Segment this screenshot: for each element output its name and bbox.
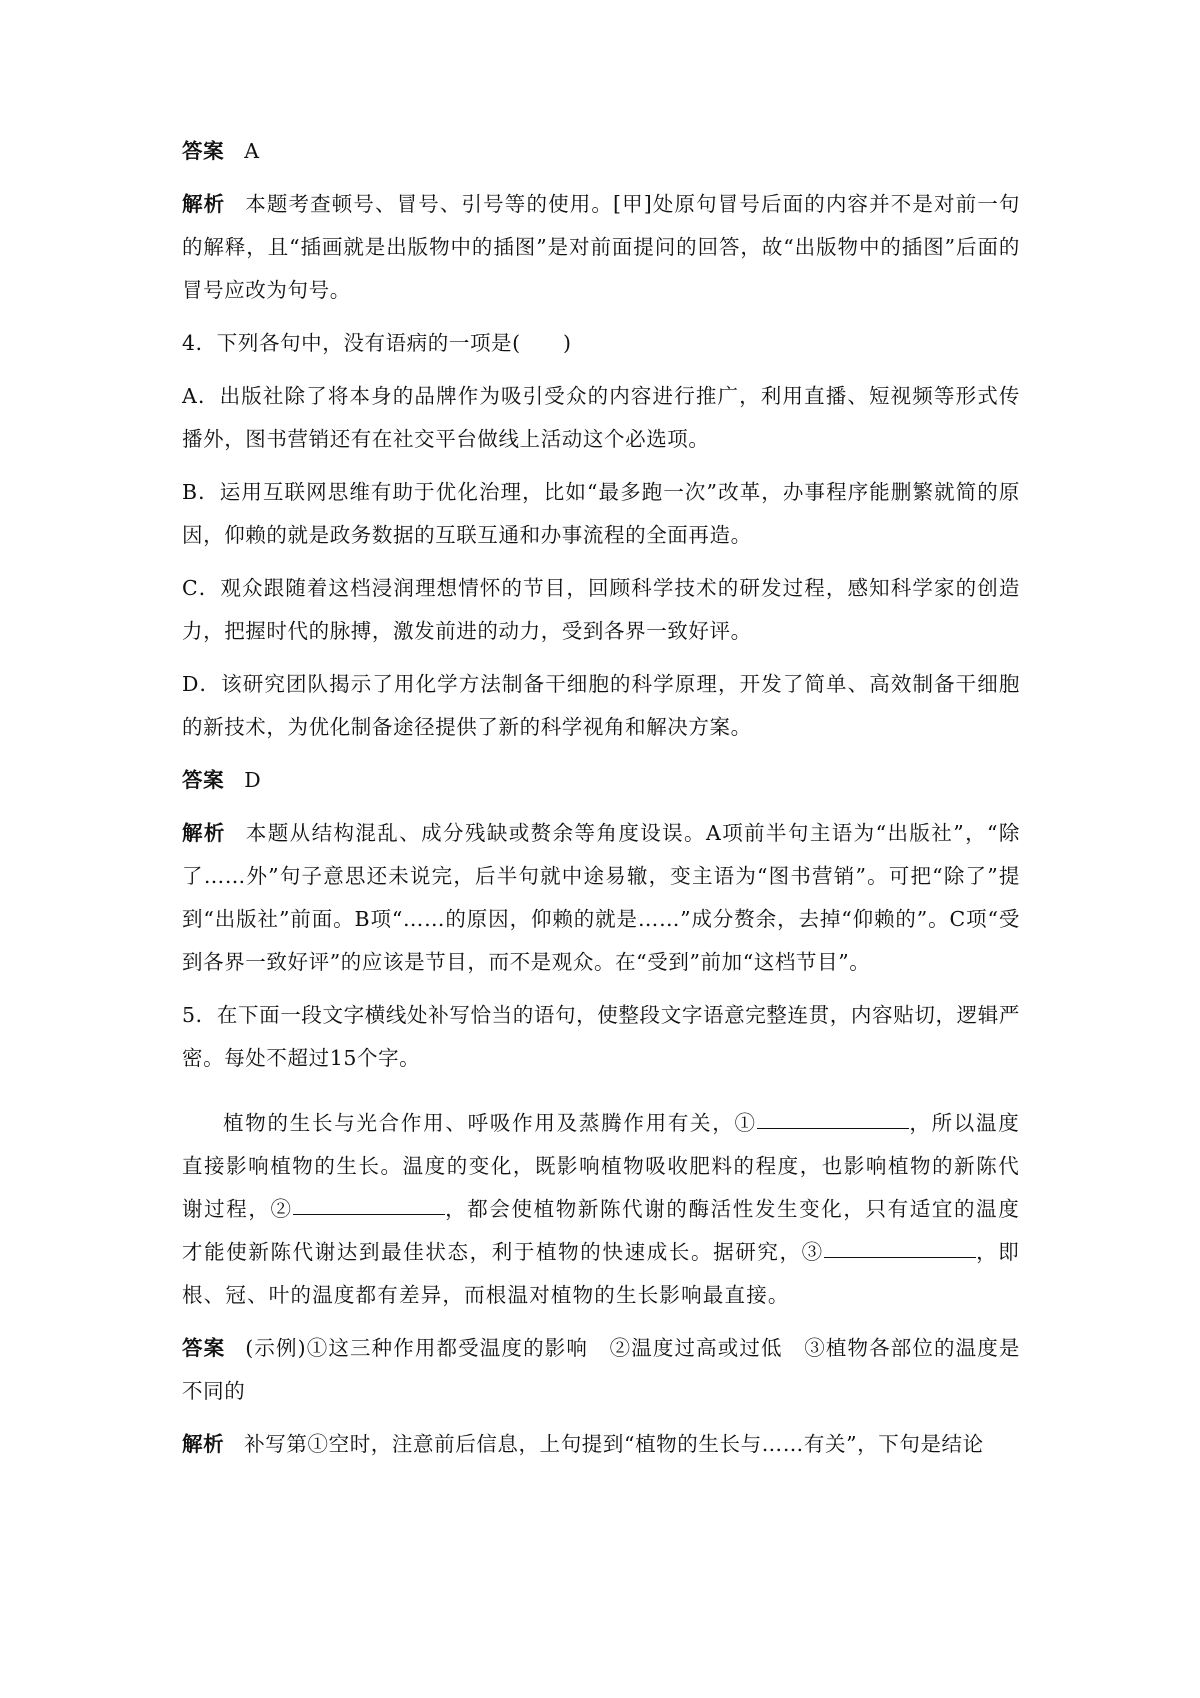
answer-block bbox=[182, 759, 1020, 802]
answer-label: 答案 bbox=[182, 768, 225, 792]
fill-blank-3 bbox=[824, 1256, 976, 1258]
passage-part-2: ，所以温度直接影响植物的生长。温度的变化，既影响植物吸收肥料的程度，也影响植物的新陈代谢过程，② bbox=[182, 1111, 1020, 1221]
analysis-block bbox=[182, 812, 1020, 984]
question-4-option-a: A．出版社除了将本身的品牌作为吸引受众的内容进行推广，利用直播、短视频等形式传播外，图书营销还有在社交平台做线上活动这个必选项。 bbox=[182, 384, 1020, 451]
fill-blank-2 bbox=[293, 1213, 445, 1215]
answer-label: 答案 bbox=[182, 1336, 226, 1360]
passage-part-3: ，都会使植物新陈代谢的酶活性发生变化，只有适宜的温度才能使新陈代谢达到最佳状态，利于植物的快速成长。据研究，③ bbox=[182, 1197, 1021, 1264]
analysis-label: 解析 bbox=[182, 821, 226, 845]
passage-part-4: ，即根、冠、叶的温度都有差异，而根温对植物的生长影响最直接。 bbox=[182, 1240, 1020, 1307]
analysis-block bbox=[182, 183, 1020, 312]
analysis-block bbox=[182, 1423, 1020, 1466]
fill-blank-1 bbox=[757, 1127, 909, 1129]
question-4-option-d: D．该研究团队揭示了用化学方法制备干细胞的科学原理，开发了简单、高效制备干细胞的新技术，为优化制备途径提供了新的科学视角和解决方案。 bbox=[182, 672, 1020, 739]
answer-value: A bbox=[244, 139, 260, 163]
analysis-text: 本题从结构混乱、成分残缺或赘余等角度设误。A项前半句主语为“出版社”，“除了……外”句子意思还未说完，后半句就中途易辙，变主语为“图书营销”。可把“除了”提到“出版社”前面。B项“……的原因，仰赖的就是……”成分赘余，去掉“仰赖的”。C项“受到各界一致好评”的应该是节目，而不是观众。在“受到”前加“这档节目”。 bbox=[182, 821, 1020, 974]
question-4-option-c: C．观众跟随着这档浸润理想情怀的节目，回顾科学技术的研发过程，感知科学家的创造力，把握时代的脉搏，激发前进的动力，受到各界一致好评。 bbox=[182, 576, 1020, 643]
question-4-stem: 4．下列各句中，没有语病的一项是( ) bbox=[182, 331, 572, 355]
answer-text: (示例)①这三种作用都受温度的影响 ②温度过高或过低 ③植物各部位的温度是不同的 bbox=[182, 1336, 1020, 1403]
analysis-text: 本题考查顿号、冒号、引号等的使用。[甲]处原句冒号后面的内容并不是对前一句的解释，且“插画就是出版物中的插图”是对前面提问的回答，故“出版物中的插图”后面的冒号应改为句号。 bbox=[182, 192, 1020, 302]
analysis-label: 解析 bbox=[182, 192, 226, 216]
question-5-passage bbox=[182, 1102, 1020, 1317]
analysis-label: 解析 bbox=[182, 1432, 225, 1456]
question-4-option-b: B．运用互联网思维有助于优化治理，比如“最多跑一次”改革，办事程序能删繁就简的原因，仰赖的就是政务数据的互联互通和办事流程的全面再造。 bbox=[182, 480, 1020, 547]
answer-block bbox=[182, 1327, 1020, 1413]
answer-label: 答案 bbox=[182, 139, 225, 163]
answer-block bbox=[182, 130, 1020, 173]
document-page bbox=[182, 130, 1020, 1466]
answer-value: D bbox=[244, 768, 262, 792]
passage-part-1: 植物的生长与光合作用、呼吸作用及蒸腾作用有关，① bbox=[223, 1111, 757, 1135]
question-5-stem: 5．在下面一段文字横线处补写恰当的语句，使整段文字语意完整连贯，内容贴切，逻辑严密。每处不超过15个字。 bbox=[182, 1003, 1020, 1070]
analysis-text: 补写第①空时，注意前后信息，上句提到“植物的生长与……有关”，下句是结论 bbox=[244, 1432, 984, 1456]
